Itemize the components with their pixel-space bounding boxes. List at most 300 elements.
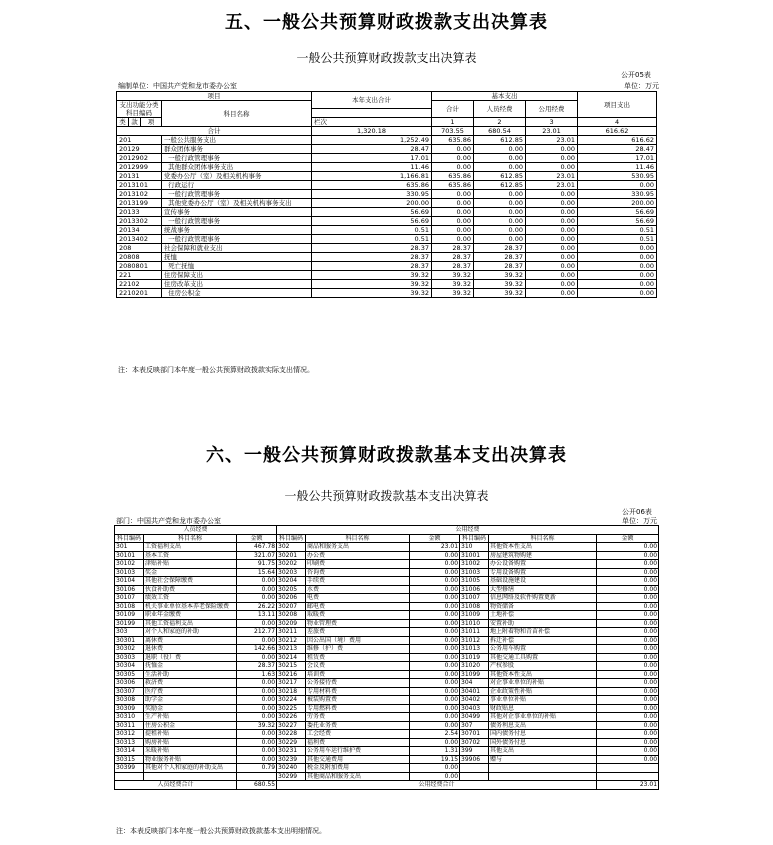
row-value: 0.00 [474,154,526,163]
row-value: 0.00 [474,163,526,172]
cell-amount: 0.00 [410,679,460,688]
cell-amount: 0.00 [410,764,460,773]
cell-name: 专用燃料费 [306,704,410,713]
cell-name: 住房公积金 [144,721,237,730]
table-row [115,636,659,645]
row-value: 0.00 [526,271,578,280]
cell-name: 物资储备 [489,602,597,611]
cell-code: 31011 [460,628,489,637]
cell-amount: 19.15 [410,755,460,764]
row-value: 0.00 [474,226,526,235]
table-row [117,271,657,280]
row-value: 0.00 [526,208,578,217]
row-value: 39.32 [432,289,474,298]
cell-name: 劳务费 [306,713,410,722]
header-kuan: 款 [129,118,141,127]
row-subject-name: 抚恤 [162,253,312,262]
row-value: 530.95 [578,172,657,181]
table-row [117,136,657,145]
cell-code: 30224 [277,696,306,705]
table-row [115,585,659,594]
cell-amount: 0.00 [410,636,460,645]
cell-amount: 0.00 [597,747,659,756]
cell-code: 30207 [277,602,306,611]
cell-name: 其他商品和服务支出 [306,772,410,781]
cell-name: 电费 [306,594,410,603]
row-subject-name: 其他党委办公厅（室）及相关机构事务支出 [162,199,312,208]
cell-amount: 0.00 [237,747,277,756]
row-value: 0.00 [578,181,657,190]
cell-code: 30102 [115,560,144,569]
cell-amount: 0.00 [410,713,460,722]
row-code: 22102 [117,280,162,289]
cell-amount: 321.07 [237,551,277,560]
cell-name: 奖励金 [144,704,237,713]
total-label: 合计 [117,127,312,136]
cell-name: 工资福利支出 [144,543,237,552]
cell-code: 30206 [277,594,306,603]
cell-name: 专用材料费 [306,687,410,696]
header-lei: 类 [117,118,129,127]
cell-amount: 0.00 [237,687,277,696]
table-row [117,280,657,289]
table2-title: 一般公共预算财政拨款基本支出决算表 [284,489,489,503]
table-row [117,289,657,298]
cell-amount: 0.00 [237,738,277,747]
cell-name: 其他交通工具购置 [489,653,597,662]
cell-code: 31099 [460,670,489,679]
cell-amount: 0.00 [597,602,659,611]
cell-amount: 0.00 [237,755,277,764]
cell-name: 其他对企事业单位的补贴 [489,713,597,722]
header-code: 科目编码 [460,534,489,543]
cell-code: 30108 [115,602,144,611]
total-value: 1,320.18 [312,127,432,136]
cell-amount: 0.00 [410,560,460,569]
header-col2: 2 [474,118,526,127]
cell-code: 31006 [460,585,489,594]
cell-amount: 0.00 [597,636,659,645]
row-subject-name: 住房公积金 [162,289,312,298]
header-name: 科目名称 [144,534,237,543]
cell-code: 30401 [460,687,489,696]
header-name: 科目名称 [306,534,410,543]
cell-code: 31019 [460,653,489,662]
cell-code: 31013 [460,645,489,654]
cell-name: 事业单位补贴 [489,696,597,705]
cell-name: 对企事业单位的补贴 [489,679,597,688]
row-value: 0.00 [578,280,657,289]
cell-code: 302 [277,543,306,552]
table-row [115,670,659,679]
cell-name: 物业服务补贴 [144,755,237,764]
cell-name: 专用设备购置 [489,568,597,577]
cell-name: 差旅费 [306,628,410,637]
cell-name: 抚恤金 [144,662,237,671]
table-row [117,190,657,199]
cell-name: 公务接待费 [306,679,410,688]
personnel-total-value: 680.55 [237,781,277,790]
row-subject-name: 宣传事务 [162,208,312,217]
cell-code: 30204 [277,577,306,586]
cell-code: 30310 [115,713,144,722]
table-row [115,721,659,730]
cell-name: 基本工资 [144,551,237,560]
cell-name: 手续费 [306,577,410,586]
cell-name: 津贴补贴 [144,560,237,569]
row-subject-name: 一般行政管理事务 [162,235,312,244]
row-code: 2080801 [117,262,162,271]
row-subject-name: 群众团体事务 [162,145,312,154]
row-value: 0.00 [578,253,657,262]
table-row [115,645,659,654]
row-value: 635.86 [432,172,474,181]
cell-name: 工会经费 [306,730,410,739]
cell-name: 债务利息支出 [489,721,597,730]
table-row [115,577,659,586]
cell-amount: 0.00 [597,670,659,679]
cell-name: 生产补贴 [144,713,237,722]
table-row [117,217,657,226]
cell-code: 30214 [277,653,306,662]
cell-code: 30218 [277,687,306,696]
personnel-total-label: 人员经费合计 [115,781,237,790]
cell-code [460,764,489,773]
row-value: 330.95 [578,190,657,199]
row-value: 0.51 [578,235,657,244]
table-row [115,738,659,747]
cell-name: 公务用车购置 [489,645,597,654]
cell-name: 公务用车运行维护费 [306,747,410,756]
currency-label-1: 单位：万元 [624,82,659,90]
cell-name: 基础设施建设 [489,577,597,586]
cell-name: 绩效工资 [144,594,237,603]
cell-amount: 0.00 [410,619,460,628]
header-project-exp: 项目支出 [578,92,657,118]
header-xiang: 项 [141,118,162,127]
table-row [117,235,657,244]
row-value: 28.37 [312,253,432,262]
cell-code: 30225 [277,704,306,713]
cell-code: 310 [460,543,489,552]
cell-code: 30302 [115,645,144,654]
row-subject-name: 其他群众团体事务支出 [162,163,312,172]
cell-amount: 0.00 [597,619,659,628]
row-value: 0.00 [432,208,474,217]
row-code: 20131 [117,172,162,181]
cell-code: 30101 [115,551,144,560]
cell-name: 办公设备购置 [489,560,597,569]
row-value: 0.00 [474,190,526,199]
total-value: 616.62 [578,127,657,136]
cell-code: 30104 [115,577,144,586]
row-value: 0.00 [526,199,578,208]
cell-name: 购房补贴 [144,738,237,747]
cell-code: 30301 [115,636,144,645]
cell-amount: 0.00 [597,560,659,569]
table-row [115,551,659,560]
cell-amount: 0.00 [237,577,277,586]
cell-amount: 0.00 [410,551,460,560]
cell-amount: 0.00 [597,645,659,654]
row-value: 0.00 [474,235,526,244]
table-row [117,181,657,190]
row-value: 0.00 [432,226,474,235]
cell-name: 其他交通费用 [306,755,410,764]
cell-amount: 0.00 [410,687,460,696]
cell-name: 退职（役）费 [144,653,237,662]
row-value: 330.95 [312,190,432,199]
row-value: 0.00 [526,145,578,154]
cell-code: 30402 [460,696,489,705]
row-subject-name: 党委办公厅（室）及相关机构事务 [162,172,312,181]
cell-code: 31007 [460,594,489,603]
cell-name: 其他对个人和家庭的补助支出 [144,764,237,773]
header-personnel-fee: 人员经费 [115,526,277,535]
row-value: 56.69 [578,208,657,217]
row-value: 0.00 [526,280,578,289]
table-row [115,687,659,696]
table-row [115,628,659,637]
cell-code: 31009 [460,611,489,620]
row-value: 0.00 [474,217,526,226]
cell-amount: 0.00 [597,543,659,552]
cell-amount: 0.00 [597,577,659,586]
cell-amount: 0.00 [237,636,277,645]
cell-code: 30217 [277,679,306,688]
table-row [117,253,657,262]
cell-amount: 0.00 [237,704,277,713]
cell-name: 物业管理费 [306,619,410,628]
table1-title: 一般公共预算财政拨款支出决算表 [296,51,477,65]
header-name: 科目名称 [489,534,597,543]
row-value: 612.85 [474,172,526,181]
header-amount: 金额 [237,534,277,543]
cell-amount: 0.00 [410,721,460,730]
row-code: 20808 [117,253,162,262]
cell-amount: 26.22 [237,602,277,611]
table-row [115,747,659,756]
table-row [115,764,659,773]
cell-name: 信息网络及软件购置更新 [489,594,597,603]
cell-name: 国外债务付息 [489,738,597,747]
row-value: 0.00 [526,217,578,226]
row-value: 28.37 [474,244,526,253]
cell-name: 赠与 [489,755,597,764]
cell-code: 30239 [277,755,306,764]
cell-code: 30312 [115,730,144,739]
cell-code: 30228 [277,730,306,739]
cell-code: 30202 [277,560,306,569]
cell-code: 31012 [460,636,489,645]
header-public-fee: 公用经费 [277,526,659,535]
cell-amount: 0.00 [597,662,659,671]
cell-code: 30299 [277,772,306,781]
row-value: 635.86 [312,181,432,190]
row-value: 0.00 [578,289,657,298]
cell-code: 30305 [115,670,144,679]
cell-code: 30701 [460,730,489,739]
cell-name: 企业政策性补贴 [489,687,597,696]
table-row [115,772,659,781]
row-value: 0.00 [578,262,657,271]
row-subject-name: 一般公共服务支出 [162,136,312,145]
cell-amount: 2.54 [410,730,460,739]
cell-code: 39906 [460,755,489,764]
cell-code: 307 [460,721,489,730]
cell-amount: 0.00 [410,628,460,637]
header-year-total: 本年支出合计 [312,92,432,109]
cell-amount: 0.00 [410,696,460,705]
cell-amount [597,772,659,781]
row-value: 11.46 [312,163,432,172]
cell-code: 303 [115,628,144,637]
row-value: 612.85 [474,181,526,190]
cell-code: 31002 [460,560,489,569]
cell-code: 31020 [460,662,489,671]
row-value: 0.00 [432,154,474,163]
table2-note: 注：本表反映部门本年度一般公共预算财政拨款基本支出明细情况。 [116,827,326,835]
cell-amount: 0.00 [597,738,659,747]
cell-amount: 0.00 [597,721,659,730]
public-total-value: 23.01 [597,781,659,790]
cell-name: 财政贴息 [489,704,597,713]
cell-code: 30304 [115,662,144,671]
cell-amount: 0.00 [597,594,659,603]
row-value: 1,252.49 [312,136,432,145]
cell-code: 30702 [460,738,489,747]
cell-code: 30307 [115,687,144,696]
cell-amount: 0.00 [597,713,659,722]
cell-amount: 0.00 [597,551,659,560]
row-value: 39.32 [312,280,432,289]
cell-code [460,772,489,781]
table-row [117,199,657,208]
table-row [117,145,657,154]
row-value: 635.86 [432,181,474,190]
row-code: 201 [117,136,162,145]
cell-name: 大型修缮 [489,585,597,594]
cell-amount: 0.00 [237,585,277,594]
row-value: 17.01 [578,154,657,163]
cell-amount: 23.01 [410,543,460,552]
row-code: 2012902 [117,154,162,163]
table-row [115,713,659,722]
cell-amount: 0.00 [597,628,659,637]
cell-code: 30106 [115,585,144,594]
cell-code: 30313 [115,738,144,747]
row-value: 0.00 [432,190,474,199]
cell-code: 30203 [277,568,306,577]
cell-amount: 467.78 [237,543,277,552]
cell-name: 其他资本性支出 [489,543,597,552]
cell-name: 职业年金缴费 [144,611,237,620]
cell-code: 30227 [277,721,306,730]
header-col4: 4 [578,118,657,127]
table-row [115,543,659,552]
form-no-05: 公开05表 [621,71,651,79]
cell-name: 医疗费 [144,687,237,696]
cell-amount: 212.77 [237,628,277,637]
row-value: 0.00 [578,271,657,280]
cell-amount: 142.66 [237,645,277,654]
cell-code: 30208 [277,611,306,620]
row-value: 0.00 [432,145,474,154]
cell-code: 30499 [460,713,489,722]
cell-code: 30399 [115,764,144,773]
cell-amount: 0.00 [597,730,659,739]
cell-code: 31003 [460,568,489,577]
cell-amount: 0.00 [597,755,659,764]
cell-amount: 0.00 [410,653,460,662]
row-code: 20133 [117,208,162,217]
cell-name: 伙食补助费 [144,585,237,594]
header-project: 项目 [117,92,312,101]
row-value: 0.00 [526,289,578,298]
table-row [115,560,659,569]
cell-name: 培训费 [306,670,410,679]
row-value: 0.51 [312,226,432,235]
header-amount: 金额 [597,534,659,543]
table-basic-expenditure [114,525,659,790]
table1-note: 注：本表反映部门本年度一般公共预算财政拨款实际支出情况。 [118,366,314,374]
cell-name: 安置补助 [489,619,597,628]
row-value: 0.00 [432,217,474,226]
row-value: 28.37 [312,244,432,253]
row-value: 23.01 [526,181,578,190]
cell-amount: 15.64 [237,568,277,577]
cell-amount: 0.00 [410,645,460,654]
header-func-code: 支出功能分类科目编码 [117,101,162,118]
row-value: 39.32 [474,271,526,280]
table-row [117,208,657,217]
cell-name: 邮电费 [306,602,410,611]
cell-code: 30303 [115,653,144,662]
row-value: 0.51 [312,235,432,244]
row-value: 28.47 [312,145,432,154]
cell-name: 会议费 [306,662,410,671]
cell-code: 31001 [460,551,489,560]
row-subject-name: 一般行政管理事务 [162,154,312,163]
cell-amount: 0.00 [237,619,277,628]
cell-code: 30306 [115,679,144,688]
table-row [115,679,659,688]
cell-amount: 0.00 [237,696,277,705]
cell-amount: 0.00 [597,696,659,705]
row-value: 28.47 [578,145,657,154]
cell-name: 地上附着物和青苗补偿 [489,628,597,637]
cell-code: 30212 [277,636,306,645]
cell-name: 退休费 [144,645,237,654]
row-code: 208 [117,244,162,253]
cell-amount: 0.00 [597,704,659,713]
cell-name: 国内债务付息 [489,730,597,739]
cell-code: 30107 [115,594,144,603]
cell-name: 其他工资福利支出 [144,619,237,628]
row-value: 0.00 [526,253,578,262]
row-subject-name: 一般行政管理事务 [162,217,312,226]
cell-name: 机关事业单位基本养老保险缴费 [144,602,237,611]
section1-heading: 五、一般公共预算财政拨款支出决算表 [225,12,548,33]
cell-name: 采暖补贴 [144,747,237,756]
cell-name: 土地补偿 [489,611,597,620]
cell-name: 其他支出 [489,747,597,756]
cell-name: 租赁费 [306,653,410,662]
table-row [115,730,659,739]
row-value: 0.00 [474,199,526,208]
cell-amount: 0.00 [597,611,659,620]
row-value: 0.00 [526,244,578,253]
